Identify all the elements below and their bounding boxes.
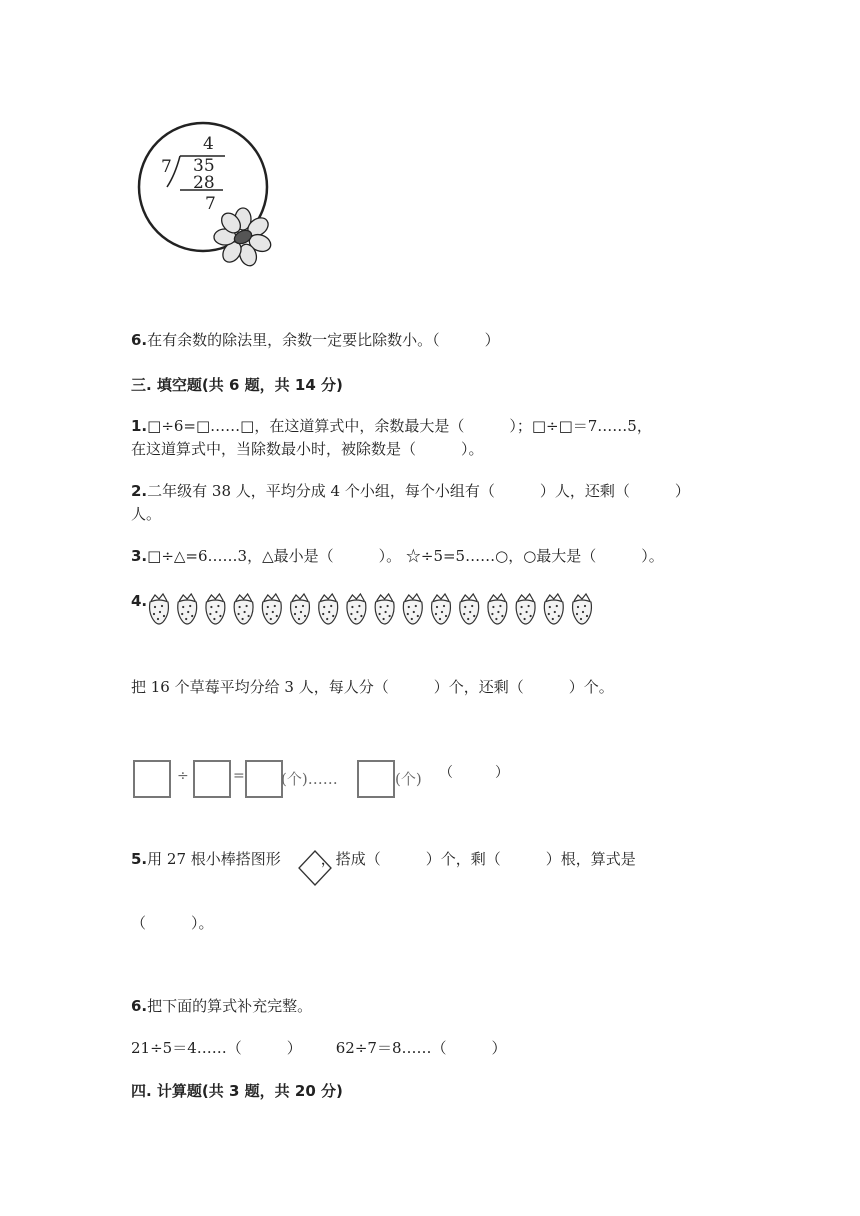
- question-number: 4.: [131, 592, 148, 610]
- strawberry-icon: [206, 594, 225, 624]
- fill-question-4-text: 把 16 个草莓平均分给 3 人，每人分（ ）个，还剩（ ）个。: [131, 678, 614, 696]
- question-text-a: 用 27 根小棒搭图形: [147, 850, 281, 868]
- fill-question-2-line1: [131, 480, 690, 502]
- question-text-b: ，搭成（ ）个，剩（ ）根，算式是: [320, 850, 636, 868]
- division-circle-figure: [135, 115, 285, 275]
- divide-sign: ÷: [177, 768, 189, 784]
- answer-paren: （ ）: [439, 765, 509, 781]
- question-text: □÷△=6……3，△最小是（ ）。 ☆÷5=5……○，○最大是（ ）。: [147, 547, 664, 565]
- section-title-calculation: 四. 计算题(共 3 题，共 20 分): [131, 1082, 343, 1100]
- question-number: 5.: [131, 850, 148, 868]
- fill-question-3: [131, 545, 664, 567]
- strawberry-icon: [516, 594, 535, 624]
- strawberry-icon: [544, 594, 563, 624]
- fill-question-5-line1: [131, 848, 636, 870]
- answer-box-divisor: [193, 760, 231, 798]
- answer-box-remainder: [357, 760, 395, 798]
- strawberry-icon: [460, 594, 479, 624]
- strawberry-icon: [234, 594, 253, 624]
- section-title-fill-blank: 三. 填空题(共 6 题，共 14 分): [131, 376, 343, 394]
- question-number: 6.: [131, 331, 148, 349]
- strawberry-icon: [375, 594, 394, 624]
- question-number: 3.: [131, 547, 148, 565]
- flower-icon: [214, 208, 273, 268]
- strawberry-icon: [403, 594, 422, 624]
- fill-question-6: [131, 995, 312, 1017]
- fill-question-6-equations: [131, 1037, 507, 1059]
- strawberry-icon: [150, 594, 169, 624]
- strawberry-icon: [432, 594, 451, 624]
- division-remainder: 7: [205, 194, 216, 214]
- answer-box-dividend: [133, 760, 171, 798]
- fill-question-4-number: [131, 590, 147, 612]
- fill-question-5-line2: （ ）。: [131, 914, 214, 932]
- unit-label-quotient: (个)……: [281, 770, 338, 788]
- equals-sign: =: [233, 768, 245, 784]
- strawberry-icon: [262, 594, 281, 624]
- fill-question-1-line2: 在这道算式中，当除数最小时，被除数是（ ）。: [131, 440, 484, 458]
- strawberry-icon: [347, 594, 366, 624]
- fill-question-2-line2: 人。: [131, 505, 162, 523]
- strawberry-icon: [178, 594, 197, 624]
- division-quotient: 4: [203, 134, 214, 154]
- equation-2: 62÷7＝8……（ ）: [335, 1039, 507, 1057]
- division-divisor: 7: [161, 157, 172, 177]
- question-number: 2.: [131, 482, 148, 500]
- question-text: 二年级有 38 人，平均分成 4 个小组，每个小组有（ ）人，还剩（ ）: [147, 482, 690, 500]
- strawberry-icon: [573, 594, 592, 624]
- question-text: □÷6=□……□，在这道算式中，余数最大是（ ）；□÷□＝7……5，: [147, 417, 652, 435]
- question-text: 在有余数的除法里，余数一定要比除数小。（ ）: [147, 331, 500, 349]
- answer-box-quotient: [245, 760, 283, 798]
- equation-template: [133, 760, 533, 800]
- unit-label-remainder: (个): [395, 770, 422, 788]
- question-number: 6.: [131, 997, 148, 1015]
- fill-question-1-line1: [131, 415, 652, 437]
- question-text: 把下面的算式补充完整。: [147, 997, 313, 1015]
- division-product: 28: [193, 173, 215, 193]
- judge-question-6: [131, 329, 500, 351]
- division-dividend: 35: [193, 156, 215, 176]
- question-number: 1.: [131, 417, 148, 435]
- equation-1: 21÷5＝4……（ ）: [131, 1039, 302, 1057]
- diamond-shape-icon: [296, 848, 334, 888]
- strawberry-icon: [488, 594, 507, 624]
- strawberry-icon: [291, 594, 310, 624]
- strawberry-icon: [319, 594, 338, 624]
- strawberry-row: [147, 590, 602, 630]
